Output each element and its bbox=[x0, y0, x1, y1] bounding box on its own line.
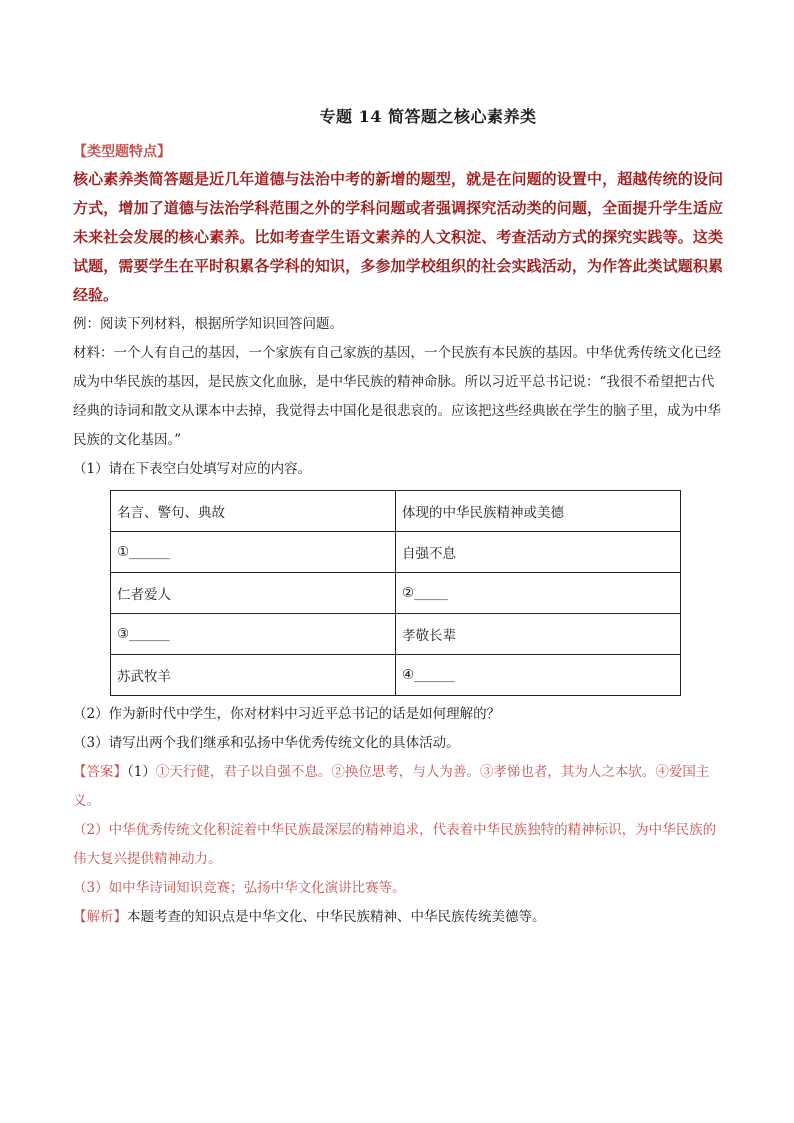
answer-1 bbox=[73, 758, 723, 816]
analysis-tag: 【解析】 bbox=[73, 909, 127, 925]
table-row bbox=[111, 655, 681, 696]
table-cell: ②_____ bbox=[396, 573, 681, 614]
page-title: 专题 14 简答题之核心素养类 bbox=[319, 107, 537, 126]
table-header-row bbox=[111, 491, 681, 532]
table-row bbox=[111, 614, 681, 655]
answer-1-text: ①天行健，君子以自强不息。②换位思考，与人为善。③孝悌也者，其为人之本欤。④爱国主义。 bbox=[73, 764, 710, 809]
table-cell: 自强不息 bbox=[396, 532, 681, 573]
answer-1-prefix: （1） bbox=[127, 764, 156, 780]
question-1: （1）请在下表空白处填写对应的内容。 bbox=[73, 461, 312, 477]
table-cell: 仁者爱人 bbox=[111, 573, 396, 614]
table-cell: ③______ bbox=[111, 614, 396, 655]
answer-table bbox=[110, 490, 681, 696]
document-content bbox=[73, 104, 723, 932]
table-header-cell: 名言、警句、典故 bbox=[111, 491, 396, 532]
question-2: （2）作为新时代中学生，你对材料中习近平总书记的话是如何理解的？ bbox=[73, 706, 501, 722]
table-cell: 孝敬长辈 bbox=[396, 614, 681, 655]
answer-tag: 【答案】 bbox=[73, 764, 127, 780]
answer-3: （3）如中华诗词知识竞赛；弘扬中华文化演讲比赛等。 bbox=[73, 880, 406, 896]
table-header-cell: 体现的中华民族精神或美德 bbox=[396, 491, 681, 532]
feature-description: 核心素养类简答题是近几年道德与法治中考的新增的题型，就是在问题的设置中，超越传统的设问方式，增加了道德与法治学科范围之外的学科问题或者强调探究活动类的问题，全面提升学生适应未来社会发展的核心素养。比如考查学生语文素养的人文积淀、考查活动方式的探究实践等。这类试题，需要学生在平时积累各学科的知识，多参加学校组织的社会实践活动，为作答此类试题积累经验。 bbox=[73, 170, 723, 304]
analysis-text: 本题考查的知识点是中华文化、中华民族精神、中华民族传统美德等。 bbox=[127, 909, 546, 925]
table-cell: 苏武牧羊 bbox=[111, 655, 396, 696]
table-cell: ④______ bbox=[396, 655, 681, 696]
example-intro: 例：阅读下列材料，根据所学知识回答问题。 bbox=[73, 316, 343, 332]
answer-2: （2）中华优秀传统文化积淀着中华民族最深层的精神追求，代表着中华民族独特的精神标识，为中华民族的伟大复兴提供精神动力。 bbox=[73, 822, 717, 867]
question-3: （3）请写出两个我们继承和弘扬中华优秀传统文化的具体活动。 bbox=[73, 735, 460, 751]
table-row bbox=[111, 573, 681, 614]
analysis bbox=[73, 903, 723, 932]
table-cell: ①______ bbox=[111, 532, 396, 573]
material-paragraph: 材料：一个人有自己的基因，一个家族有自己家族的基因，一个民族有本民族的基因。中华优秀传统文化已经成为中华民族的基因，是民族文化血脉，是中华民族的精神命脉。所以习近平总书记说：“我很不希望把古代经典的诗词和散文从课本中去掉，我觉得去中国化是很悲哀的。应该把这些经典嵌在学生的脑子里，成为中华民族的文化基因。” bbox=[73, 345, 721, 448]
feature-section-label: 【类型题特点】 bbox=[73, 144, 171, 160]
table-row bbox=[111, 532, 681, 573]
